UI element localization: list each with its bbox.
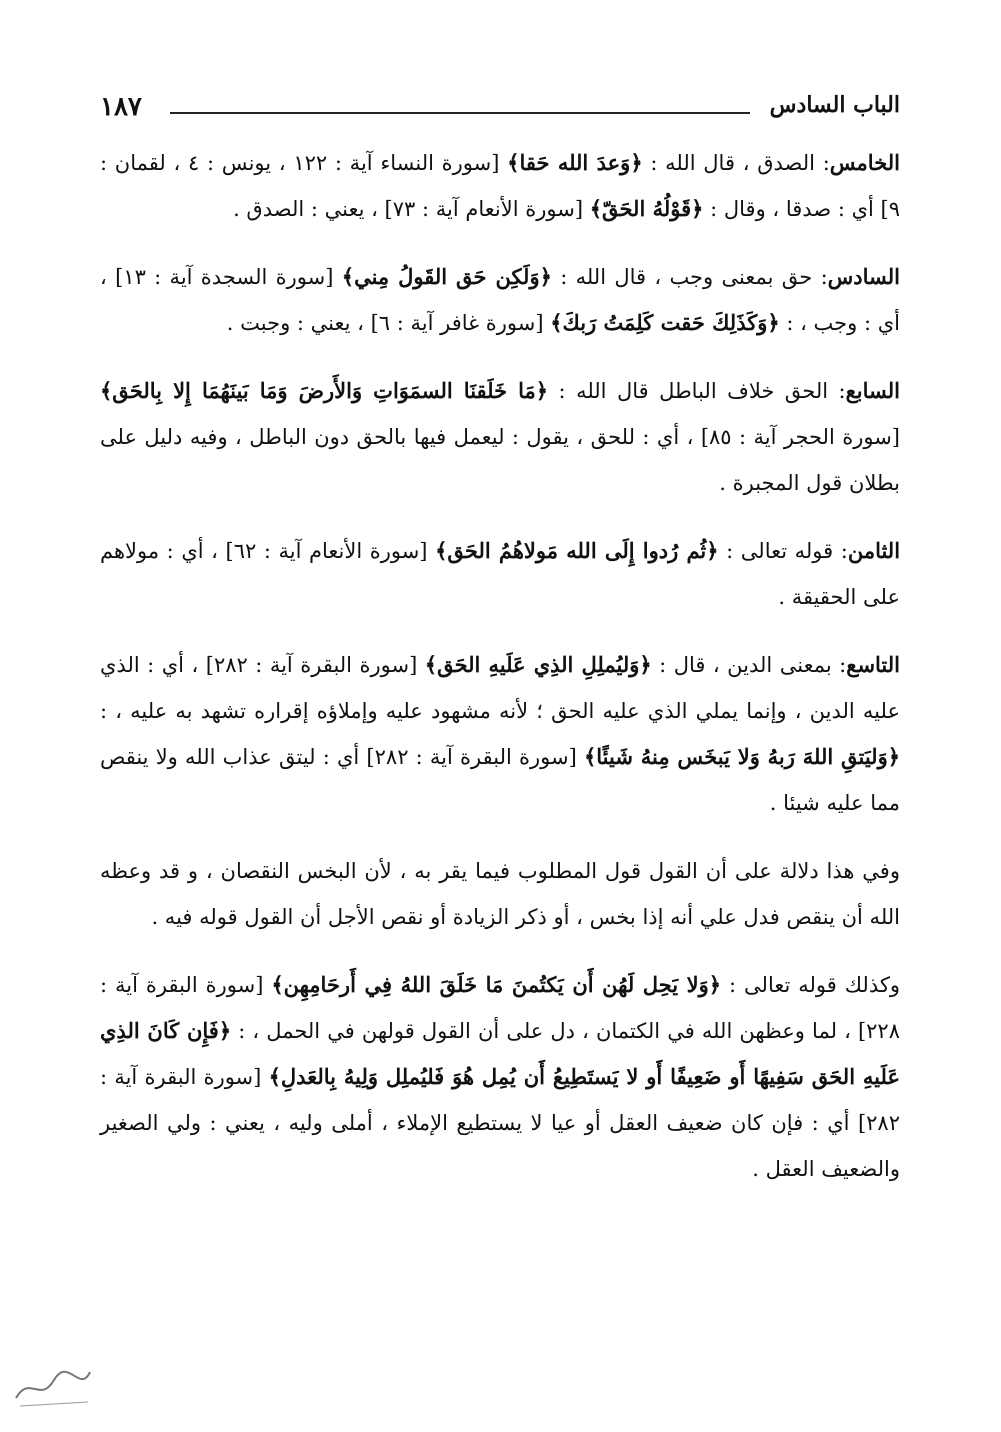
paragraph: [100, 528, 900, 620]
paragraph-lead: السابع: [845, 378, 900, 403]
paragraph-lead: التاسع: [846, 652, 901, 677]
paragraph: [100, 962, 900, 1192]
header-rule: [170, 112, 750, 114]
paragraph-text: [سورة البقرة آية : ٢٨٢] ، أي : الذي عليه الدين ، وإنما يملي الذي عليه الحق ؛ لأنه مشهود عليه وإملاؤه إقراره تشهد به عليه ، :: [100, 653, 900, 723]
quran-verse: ﴿وَليَتقِ اللهَ رَبهُ وَلا يَبخَس مِنهُ شَيئًا﴾: [583, 744, 901, 769]
paragraph-text: : بمعنى الدين ، قال :: [651, 653, 847, 677]
paragraph: [100, 848, 900, 940]
page-number: ١٨٧: [100, 92, 142, 122]
paragraph-lead: الخامس: [829, 150, 900, 175]
paragraph-text: : قوله تعالى :: [718, 539, 848, 563]
quran-verse: ﴿مَا خَلَقنَا السمَوَاتِ وَالأَرضَ وَمَا بَينَهُمَا إِلا بِالحَق﴾: [100, 378, 549, 403]
paragraph-text: [سورة السجدة آية : ١٣] ، أي : وجب ، :: [100, 265, 900, 335]
paragraph-text: : الصدق ، قال الله :: [642, 151, 830, 175]
watermark-logo: [10, 1354, 96, 1412]
paragraph-text: [سورة البقرة آية : ٢٨٢] أي : فإن كان ضعيف العقل أو عيا لا يستطيع الإملاء ، أملى وليه ، يعني : ولي الصغير والضعيف العقل .: [100, 1065, 900, 1181]
quran-verse: ﴿وَلا يَحِل لَهُن أَن يَكتُمنَ مَا خَلَقَ اللهُ فِي أَرحَامِهِن﴾: [271, 972, 722, 997]
quran-verse: ﴿فَإِن كَانَ الذِي عَلَيهِ الحَق سَفِيهًا أَو ضَعِيفًا أَو لا يَستَطِيعُ أَن يُمِل هُوَ فَليُملِل وَلِيهُ بِالعَدلِ﴾: [100, 1018, 900, 1089]
paragraph-lead: الثامن: [847, 538, 901, 563]
quran-verse: ﴿قَوْلُهُ الحَقّ﴾: [589, 196, 704, 221]
paragraph: [100, 140, 900, 232]
paragraph: [100, 368, 900, 506]
running-header: [100, 92, 900, 128]
paragraph-text: : الحق خلاف الباطل قال الله :: [548, 379, 846, 403]
quran-verse: ﴿وَكَذَلِكَ حَقت كَلِمَتُ رَبكَ﴾: [550, 310, 780, 335]
paragraph-text: : حق بمعنى وجب ، قال الله :: [551, 265, 828, 289]
paragraph-text: [سورة النساء آية : ١٢٢ ، يونس : ٤ ، لقمان : ٩] أي : صدقا ، وقال :: [100, 151, 900, 221]
calligraphy-icon: [10, 1354, 96, 1412]
quran-verse: ﴿ثُم رُدوا إِلَى الله مَولاهُمُ الحَق﴾: [435, 538, 719, 563]
paragraph-text: [سورة البقرة آية : ٢٢٨] ، لما وعظهن الله في الكتمان ، دل على أن القول قولهن في الحمل ، :: [100, 973, 900, 1043]
body-text: [100, 140, 900, 1214]
paragraph-text: [سورة الأنعام آية : ٧٣] ، يعني : الصدق .: [233, 197, 590, 221]
paragraph-text: [سورة الأنعام آية : ٦٢] ، أي : مولاهم على الحقيقة .: [100, 539, 900, 609]
paragraph-lead: السادس: [827, 264, 901, 289]
paragraph-text: وفي هذا دلالة على أن القول قول المطلوب فيما يقر به ، لأن البخس النقصان ، و قد وعظه الله أن ينقص فدل علي أنه إذا بخس ، أو ذكر الزيادة أو نقص الأجل أن القول قوله فيه .: [100, 859, 900, 929]
paragraph-text: وكذلك قوله تعالى :: [721, 973, 900, 997]
paragraph-text: [سورة البقرة آية : ٢٨٢] أي : ليتق عذاب الله ولا ينقص مما عليه شيئا .: [100, 745, 900, 815]
paragraph-text: [سورة غافر آية : ٦] ، يعني : وجبت .: [226, 311, 551, 335]
paragraph: [100, 642, 900, 826]
paragraph: [100, 254, 900, 346]
quran-verse: ﴿وَليُملِلِ الذِي عَلَيهِ الحَق﴾: [424, 652, 652, 677]
quran-verse: ﴿وَلَكِن حَق القَولُ مِني﴾: [341, 264, 552, 289]
quran-verse: ﴿وَعدَ الله حَقا﴾: [507, 150, 643, 175]
paragraph-text: [سورة الحجر آية : ٨٥] ، أي : للحق ، يقول : ليعمل فيها بالحق دون الباطل ، وفيه دليل على بطلان قول المجبرة .: [100, 425, 900, 495]
chapter-title: الباب السادس: [769, 92, 900, 118]
